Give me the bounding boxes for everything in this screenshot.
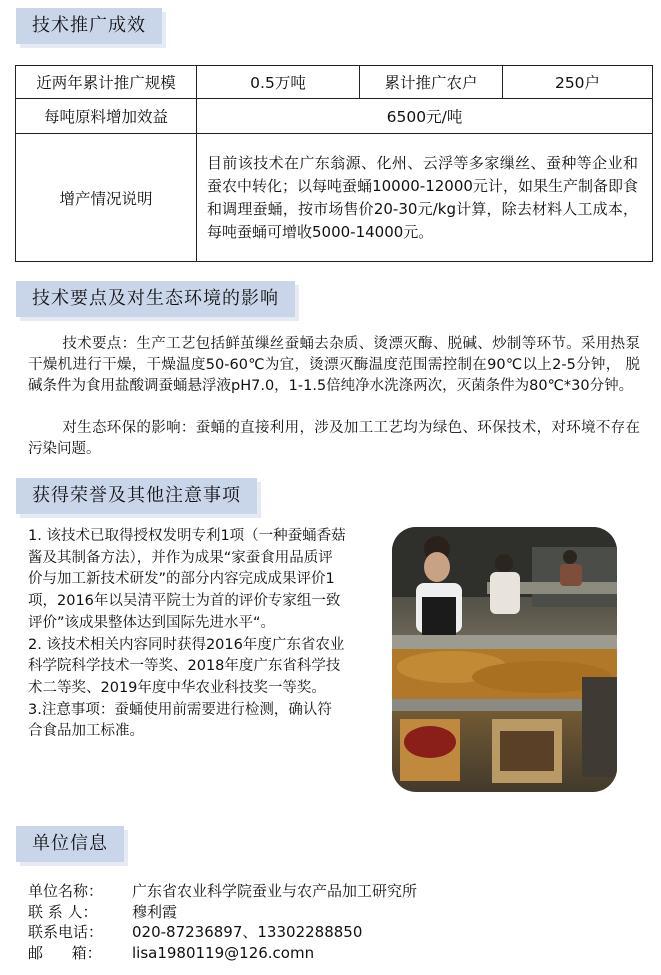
- contact-label: 邮 箱：: [28, 943, 102, 962]
- table-cell: 近两年累计推广规模: [16, 66, 197, 99]
- table-cell: 250户: [503, 66, 653, 99]
- contact-row-phone: [28, 922, 417, 943]
- contact-row-name: [28, 881, 417, 902]
- table-cell: 0.5万吨: [197, 66, 360, 99]
- section-title-unit: 单位信息: [16, 826, 124, 862]
- honors-list: [28, 526, 346, 743]
- contact-row-person: [28, 902, 417, 923]
- table-cell: 每吨原料增加效益: [16, 99, 197, 134]
- contact-label: 联系电话：: [28, 923, 104, 941]
- honor-item: 2. 该技术相关内容同时获得2016年度广东省农业科学院科学技术一等奖、2018年度广东省科学技术二等奖、2019年度中华农业科技奖一等奖。: [28, 636, 345, 696]
- eco-impact-paragraph: [28, 418, 640, 460]
- contact-label: 联 系 人：: [28, 902, 98, 921]
- section-title-honors: 获得荣誉及其他注意事项: [16, 478, 257, 514]
- keypoints-text: 技术要点：生产工艺包括鲜茧缫丝蚕蛹去杂质、烫漂灭酶、脱碱、炒制等环节。采用热泵干燥机进行干燥，干燥温度50-60℃为宜，烫漂灭酶温度范围需控制在90℃以上2-5分钟， 脱碱条件为食用盐酸调蚕蛹悬浮液pH7.0，1-1.5倍纯净水洗涤两次，灭菌条件为80℃*30分钟。: [28, 336, 640, 394]
- table-row: [16, 134, 653, 262]
- contact-label: 单位名称：: [28, 882, 104, 900]
- eco-impact-text: 对生态环保的影响：蚕蛹的直接利用，涉及加工工艺均为绿色、环保技术，对环境不存在污染问题。: [28, 420, 640, 457]
- promotion-table: [15, 65, 653, 262]
- table-cell: 增产情况说明: [16, 134, 197, 262]
- honor-item: 3.注意事项：蚕蛹使用前需要进行检测，确认符合食品加工标准。: [28, 701, 332, 740]
- workshop-photo-illustration: [392, 527, 617, 792]
- unit-name: 广东省农业科学院蚕业与农产品加工研究所: [132, 882, 418, 900]
- keypoints-paragraph: [28, 334, 640, 397]
- table-row: [16, 99, 653, 134]
- contact-email: lisa1980119@126.comn: [132, 943, 315, 962]
- section-title-effect: 技术推广成效: [16, 8, 162, 44]
- processing-photo: [392, 527, 617, 792]
- contact-info: [28, 881, 417, 963]
- contact-person: 穆利霞: [132, 902, 178, 921]
- table-cell-description: 目前该技术在广东翁源、化州、云浮等多家缫丝、蚕种等企业和蚕农中转化；以每吨蚕蛹10000-12000元计，如果生产制备即食和调理蚕蛹，按市场售价20-30元/kg计算，除去材料人工成本，每吨蚕蛹可增收5000-14000元。: [197, 134, 653, 262]
- table-cell: 6500元/吨: [197, 99, 653, 134]
- honor-item: 1. 该技术已取得授权发明专利1项（一种蚕蛹香菇酱及其制备方法），并作为成果“家蚕食用品质评价与加工新技术研发”的部分内容完成成果评价1项，2016年以吴清平院士为首的评价专家组一致评价”该成果整体达到国际先进水平“。: [28, 528, 346, 631]
- table-row: [16, 66, 653, 99]
- contact-row-email: [28, 943, 417, 964]
- contact-phone: 020-87236897、13302288850: [132, 923, 363, 941]
- section-title-keypoints: 技术要点及对生态环境的影响: [16, 281, 295, 317]
- table-cell: 累计推广农户: [360, 66, 503, 99]
